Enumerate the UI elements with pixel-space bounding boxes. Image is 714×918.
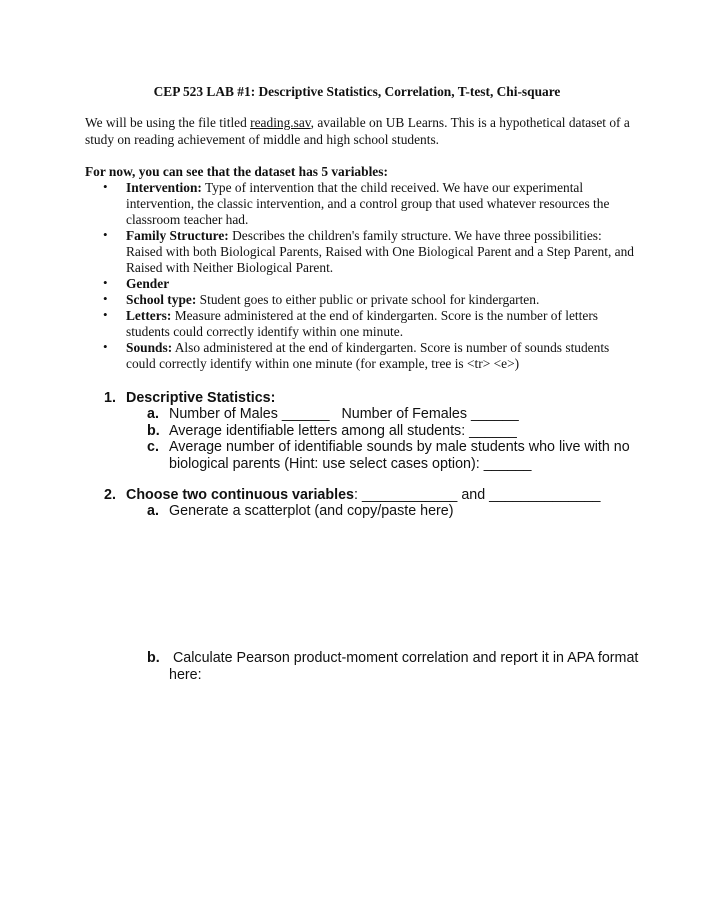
list-item — [85, 276, 635, 292]
question-1a — [147, 406, 639, 423]
variable-desc: Also administered at the end of kindergarten. Score is number of sounds students could correctly identify within one minute (for example, tree is <tr> <e>) — [126, 340, 610, 371]
question-title: Choose two continuous variables — [126, 487, 354, 503]
question-1c — [147, 439, 639, 472]
variable-name: Intervention: — [126, 180, 202, 195]
variables-heading: For now, you can see that the dataset has 5 variables: — [85, 164, 388, 179]
item-text: Calculate Pearson product-moment correlation and report it in APA format here: — [169, 650, 643, 683]
intro-paragraph — [85, 115, 645, 148]
variable-name: Family Structure: — [126, 228, 229, 243]
question-title-rest: : ____________ and ______________ — [354, 487, 601, 503]
question-number: 2. — [104, 487, 116, 503]
variables-list — [85, 180, 635, 372]
variable-desc: Student goes to either public or private school for kindergarten. — [196, 292, 540, 307]
variable-desc: Describes the children's family structure. We have three possibilities: Raised with both Biological Parents, Raised with One Biological Parent and a Step Parent, and Raised with Neither Biological Parent. — [126, 228, 635, 275]
question-2b — [147, 650, 643, 683]
bullet-icon: • — [103, 179, 108, 194]
question-title: Descriptive Statistics: — [126, 390, 276, 406]
list-item — [85, 228, 635, 276]
page-title: CEP 523 LAB #1: Descriptive Statistics, Correlation, T-test, Chi-square — [153, 84, 561, 99]
variable-name: Letters: — [126, 308, 172, 323]
intro-text-before: We will be using the file titled — [85, 115, 251, 130]
item-text: Average number of identifiable sounds by male students who live with no biological parents (Hint: use select cases option): ______ — [169, 439, 630, 472]
question-number: 1. — [104, 390, 116, 406]
list-item — [85, 308, 635, 340]
item-letter: a. — [147, 406, 159, 422]
bullet-icon: • — [103, 339, 108, 354]
intro-text-after: , available on UB Learns. This is a hypothetical dataset of a study on reading achievement of middle and high school students. — [85, 115, 630, 147]
file-link[interactable]: reading.sav — [250, 115, 311, 130]
list-item — [85, 292, 635, 308]
item-letter: a. — [147, 503, 159, 519]
item-letter: b. — [147, 650, 160, 666]
variable-desc: Measure administered at the end of kindergarten. Score is the number of letters students could correctly identify within one minute. — [126, 308, 598, 339]
item-letter: b. — [147, 423, 160, 439]
list-item — [85, 340, 635, 372]
bullet-icon: • — [103, 275, 108, 290]
item-text: Number of Males ______ Number of Females ______ — [169, 406, 519, 422]
bullet-icon: • — [103, 227, 108, 242]
variable-name: School type: — [126, 292, 197, 307]
variable-name: Sounds: — [126, 340, 173, 355]
bullet-icon: • — [103, 307, 108, 322]
variable-name: Gender — [126, 276, 170, 291]
item-text: Generate a scatterplot (and copy/paste here) — [169, 503, 454, 519]
item-text: Average identifiable letters among all students: ______ — [169, 423, 517, 439]
list-item — [85, 180, 635, 228]
question-title-wrap — [126, 487, 600, 503]
variable-desc: Type of intervention that the child received. We have our experimental intervention, the classic intervention, and a control group that used whatever resources the classroom teacher had. — [126, 180, 610, 227]
bullet-icon: • — [103, 291, 108, 306]
question-1b — [147, 423, 639, 440]
item-letter: c. — [147, 439, 159, 455]
question-2a — [147, 503, 639, 520]
